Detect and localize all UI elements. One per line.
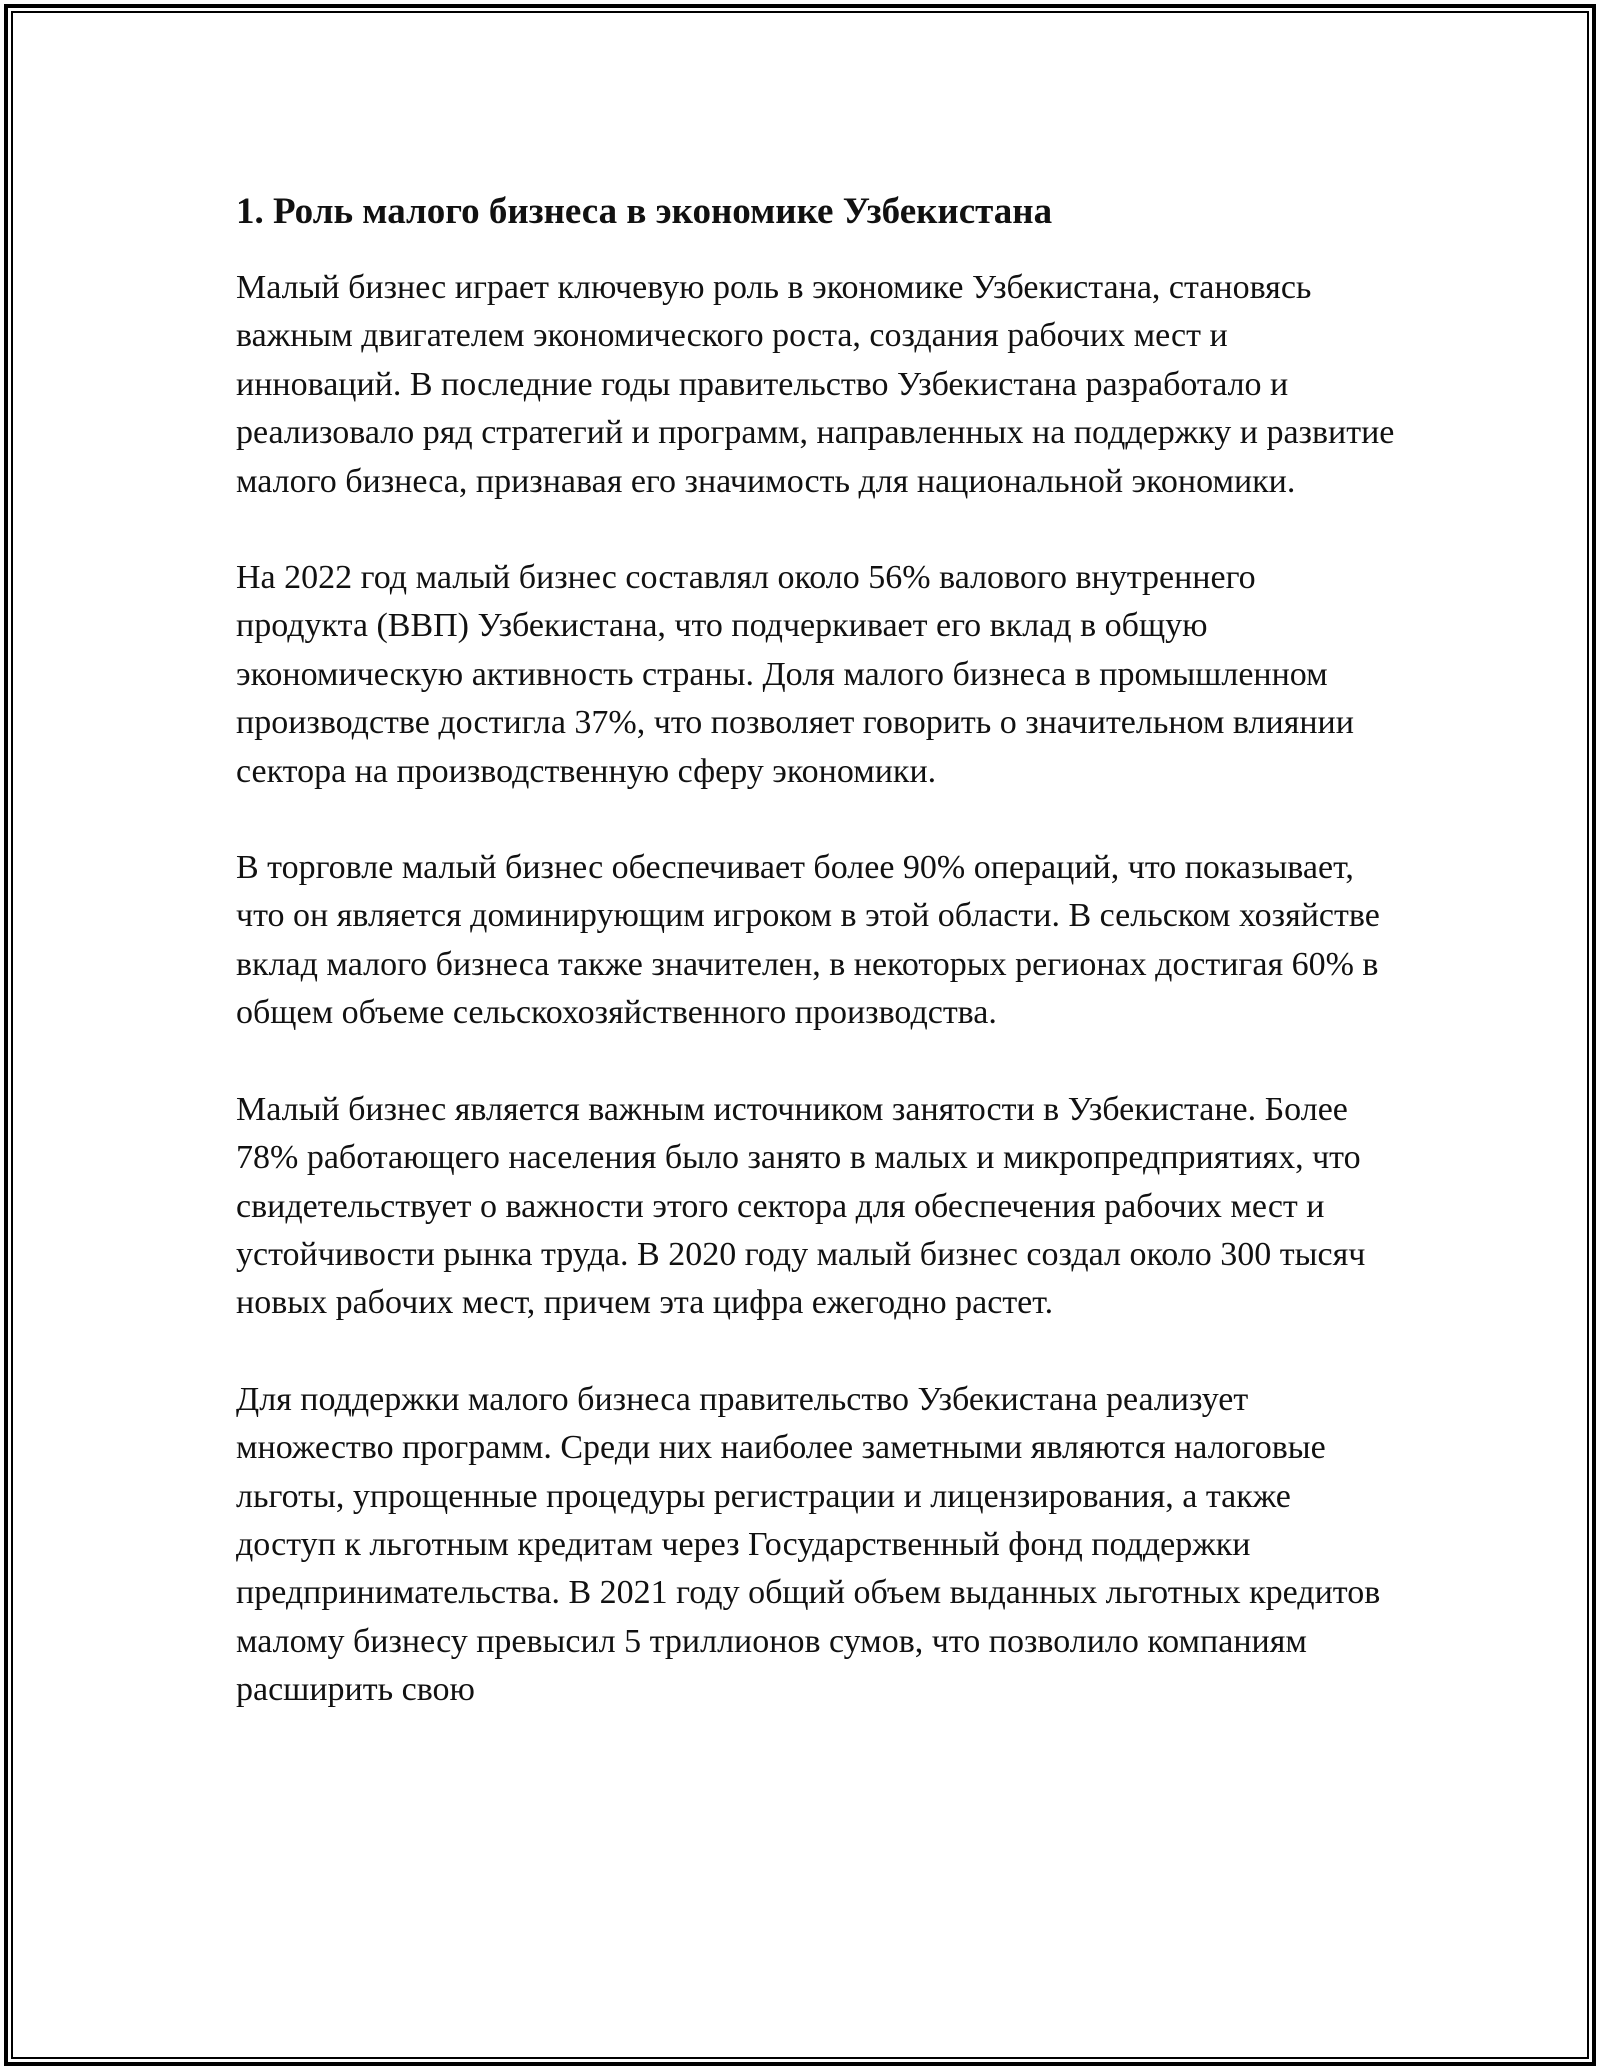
paragraph-government-support: Для поддержки малого бизнеса правительство Узбекистана реализует множество программ. Среди них наиболее заметными являются налоговые льготы, упрощенные процедуры регистрации и лицензирования, а также доступ к льготным кредитам через Государственный фонд поддержки предпринимательства. В 2021 году общий объем выданных льготных кредитов малому бизнесу превысил 5 триллионов сумов, что позволило компаниям расширить свою: [236, 1380, 1381, 1709]
section-heading: 1. Роль малого бизнеса в экономике Узбекистана: [236, 191, 1053, 232]
paragraph-trade-agriculture: В торговле малый бизнес обеспечивает более 90% операций, что показывает, что он является доминирующим игроком в этой области. В сельском хозяйстве вклад малого бизнеса также значителен, в некоторых регионах достигая 60% в общем объеме сельскохозяйственного производства.: [236, 849, 1380, 1032]
paragraph-employment: Малый бизнес является важным источником занятости в Узбекистане. Более 78% работающего населения было занято в малых и микропредприятиях, что свидетельствует о важности этого сектора для обеспечения рабочих мест и устойчивости рынка труда. В 2020 году малый бизнес создал около 300 тысяч новых рабочих мест, причем эта цифра ежегодно растет.: [236, 1090, 1366, 1322]
paragraph-role-overview: Малый бизнес играет ключевую роль в экономике Узбекистана, становясь важным двигателем экономического роста, создания рабочих мест и инноваций. В последние годы правительство Узбекистана разработало и реализовало ряд стратегий и программ, направленных на поддержку и развитие малого бизнеса, признавая его значимость для национальной экономики.: [236, 269, 1395, 500]
document-body: [236, 186, 1396, 1763]
paragraph-gdp-share: На 2022 год малый бизнес составлял около 56% валового внутреннего продукта (ВВП) Узбекистана, что подчеркивает его вклад в общую экономическую активность страны. Доля малого бизнеса в промышленном производстве достигла 37%, что позволяет говорить о значительном влиянии сектора на производственную сферу экономики.: [236, 559, 1354, 790]
